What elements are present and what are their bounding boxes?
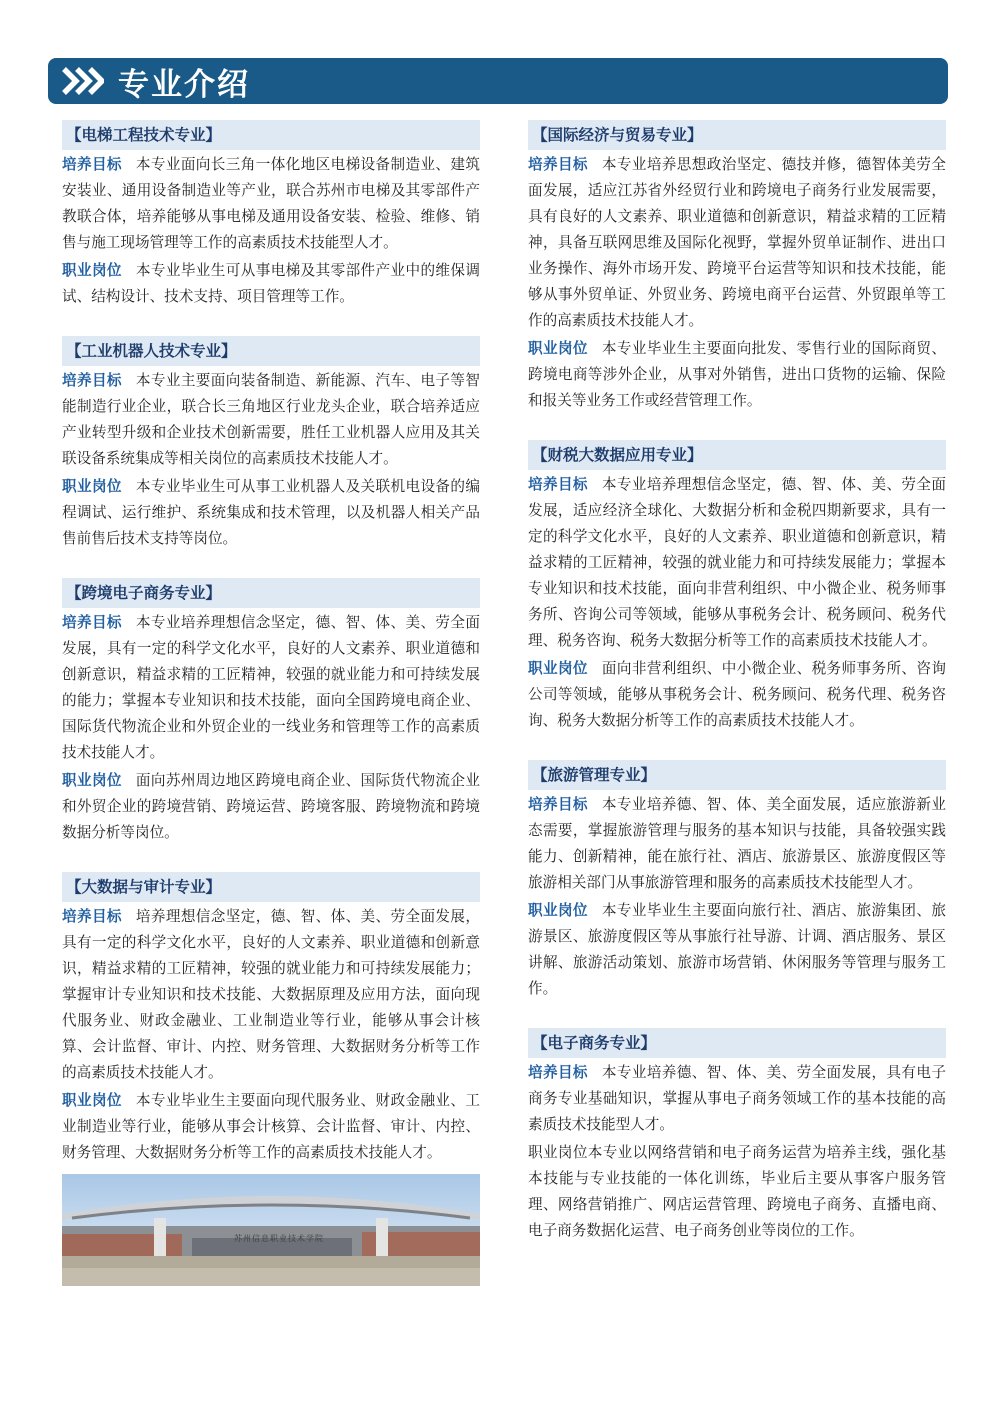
paragraph: [62, 768, 480, 846]
left-column: [62, 120, 480, 1286]
paragraph: [62, 258, 480, 310]
paragraph-text: 本专业培养理想信念坚定，德、智、体、美、劳全面发展，具有一定的科学文化水平，良好的人文素养、职业道德和创新意识，精益求精的工匠精神，较强的就业能力和可持续发展的能力；掌握本专业知识和技术技能，面向全国跨境电商企业、国际货代物流企业和外贸企业的一线业务和管理等工作的高素质技术技能人才。: [62, 614, 480, 761]
paragraph: [528, 656, 946, 734]
paragraph-label: 培养目标: [528, 476, 588, 493]
paragraph-label: 培养目标: [62, 156, 122, 173]
paragraph: [528, 152, 946, 334]
paragraph-label: 培养目标: [528, 796, 588, 813]
paragraph: [62, 610, 480, 766]
paragraph-text: 本专业培养德、智、体、美全面发展，适应旅游新业态需要，掌握旅游管理与服务的基本知识与技能，具备较强实践能力、创新精神，能在旅行社、酒店、旅游景区、旅游度假区等旅游相关部门从事旅游管理和服务的高素质技术技能型人才。: [528, 796, 946, 891]
paragraph: [62, 904, 480, 1086]
paragraph-label: 职业岗位: [62, 772, 122, 789]
paragraph-text: 面向非营利组织、中小微企业、税务师事务所、咨询公司等领域，能够从事税务会计、税务顾问、税务代理、税务咨询、税务大数据分析等工作的高素质技术技能人才。: [528, 660, 946, 729]
paragraph-text: 本专业毕业生主要面向批发、零售行业的国际商贸、跨境电商等涉外企业，从事对外销售，进出口货物的运输、保险和报关等业务工作或经营管理工作。: [528, 340, 946, 409]
header-bar: [48, 58, 948, 104]
paragraph-text: 本专业毕业生主要面向现代服务业、财政金融业、工业制造业等行业，能够从事会计核算、会计监督、审计、内控、财务管理、大数据财务分析等工作的高素质技术技能人才。: [62, 1092, 480, 1161]
section-tourism-management: [528, 760, 946, 1002]
paragraph: [62, 474, 480, 552]
section-elevator: [62, 120, 480, 310]
paragraph: [62, 1088, 480, 1166]
paragraph-label: 职业岗位: [528, 660, 588, 677]
section-big-data-audit: [62, 872, 480, 1166]
paragraph-text: 培养理想信念坚定，德、智、体、美、劳全面发展，具有一定的科学文化水平，良好的人文素养、职业道德和创新意识，精益求精的工匠精神，较强的就业能力和可持续发展能力；掌握审计专业知识和技术技能、大数据原理及应用方法，面向现代服务业、财政金融业、工业制造业等行业，能够从事会计核算、会计监督、审计、内控、财务管理、大数据财务分析等工作的高素质技术技能人才。: [62, 908, 480, 1081]
right-column: [528, 120, 946, 1246]
section-robot: [62, 336, 480, 552]
paragraph-text: 面向苏州周边地区跨境电商企业、国际货代物流企业和外贸企业的跨境营销、跨境运营、跨境客服、跨境物流和跨境数据分析等岗位。: [62, 772, 480, 841]
paragraph-label: 培养目标: [528, 156, 588, 173]
section-international-trade: [528, 120, 946, 414]
paragraph: [62, 368, 480, 472]
paragraph-label: 培养目标: [62, 372, 122, 389]
paragraph-label: 职业岗位: [528, 902, 588, 919]
paragraph-text: 本专业毕业生可从事电梯及其零部件产业中的维保调试、结构设计、技术支持、项目管理等工作。: [62, 262, 480, 305]
paragraph: [528, 898, 946, 1002]
paragraph: [528, 1060, 946, 1138]
section-title: 【大数据与审计专业】: [62, 872, 480, 902]
paragraph-text: 本专业培养德、智、体、美、劳全面发展，具有电子商务专业基础知识，掌握从事电子商务领域工作的基本技能的高素质技术技能型人才。: [528, 1064, 946, 1133]
paragraph-text: 本专业培养思想政治坚定、德技并修，德智体美劳全面发展，适应江苏省外经贸行业和跨境电子商务行业发展需要，具有良好的人文素养、职业道德和创新意识，精益求精的工匠精神，具备互联网思维及国际化视野，掌握外贸单证制作、进出口业务操作、海外市场开发、跨境平台运营等知识和技术技能，能够从事外贸单证、外贸业务、跨境电商平台运营、外贸跟单等工作的高素质技术技能人才。: [528, 156, 946, 329]
section-title: 【旅游管理专业】: [528, 760, 946, 790]
paragraph-text: 本专业培养理想信念坚定，德、智、体、美、劳全面发展，适应经济全球化、大数据分析和金税四期新要求，具有一定的科学文化水平，良好的人文素养、职业道德和创新意识，精益求精的工匠精神，较强的就业能力和可持续发展能力；掌握本专业知识和技术技能，面向非营利组织、中小微企业、税务师事务所、咨询公司等领域，能够从事税务会计、税务顾问、税务代理、税务咨询、税务大数据分析等工作的高素质技术技能人才。: [528, 476, 946, 649]
section-title: 【电子商务专业】: [528, 1028, 946, 1058]
paragraph-label: 职业岗位: [62, 1092, 122, 1109]
paragraph-text: 本专业面向长三角一体化地区电梯设备制造业、建筑安装业、通用设备制造业等产业，联合苏州市电梯及其零部件产教联合体，培养能够从事电梯及通用设备安装、检验、维修、销售与施工现场管理等工作的高素质技术技能型人才。: [62, 156, 480, 251]
section-title: 【财税大数据应用专业】: [528, 440, 946, 470]
campus-gate-photo: [62, 1174, 480, 1286]
paragraph: [528, 792, 946, 896]
paragraph: [528, 336, 946, 414]
paragraph-label: 培养目标: [62, 908, 122, 925]
paragraph-label: 职业岗位: [62, 478, 122, 495]
paragraph-text: 职业岗位本专业以网络营销和电子商务运营为培养主线，强化基本技能与专业技能的一体化训练，毕业后主要从事客户服务管理、网络营销推广、网店运营管理、跨境电子商务、直播电商、电子商务数据化运营、电子商务创业等岗位的工作。: [528, 1144, 946, 1239]
page-title: 专业介绍: [118, 66, 250, 103]
section-title: 【跨境电子商务专业】: [62, 578, 480, 608]
section-cross-border-ecommerce: [62, 578, 480, 846]
paragraph-text: 本专业毕业生可从事工业机器人及关联机电设备的编程调试、运行维护、系统集成和技术管理，以及机器人相关产品售前售后技术支持等岗位。: [62, 478, 480, 547]
section-title: 【电梯工程技术专业】: [62, 120, 480, 150]
paragraph-text: 本专业毕业生主要面向旅行社、酒店、旅游集团、旅游景区、旅游度假区等从事旅行社导游、计调、酒店服务、景区讲解、旅游活动策划、旅游市场营销、休闲服务等管理与服务工作。: [528, 902, 946, 997]
campus-sign: 苏州信息职业技术学院: [234, 1234, 324, 1243]
paragraph: [528, 1140, 946, 1244]
paragraph-text: 本专业主要面向装备制造、新能源、汽车、电子等智能制造行业企业，联合长三角地区行业龙头企业，联合培养适应产业转型升级和企业技术创新需要，胜任工业机器人应用及其关联设备系统集成等相关岗位的高素质技术技能人才。: [62, 372, 480, 467]
section-tax-big-data: [528, 440, 946, 734]
section-title: 【工业机器人技术专业】: [62, 336, 480, 366]
paragraph-label: 职业岗位: [62, 262, 122, 279]
section-ecommerce: [528, 1028, 946, 1244]
paragraph-label: 培养目标: [62, 614, 122, 631]
double-chevron-icon: [60, 66, 104, 96]
paragraph: [62, 152, 480, 256]
paragraph-label: 职业岗位: [528, 340, 588, 357]
paragraph: [528, 472, 946, 654]
section-title: 【国际经济与贸易专业】: [528, 120, 946, 150]
paragraph-label: 培养目标: [528, 1064, 588, 1081]
